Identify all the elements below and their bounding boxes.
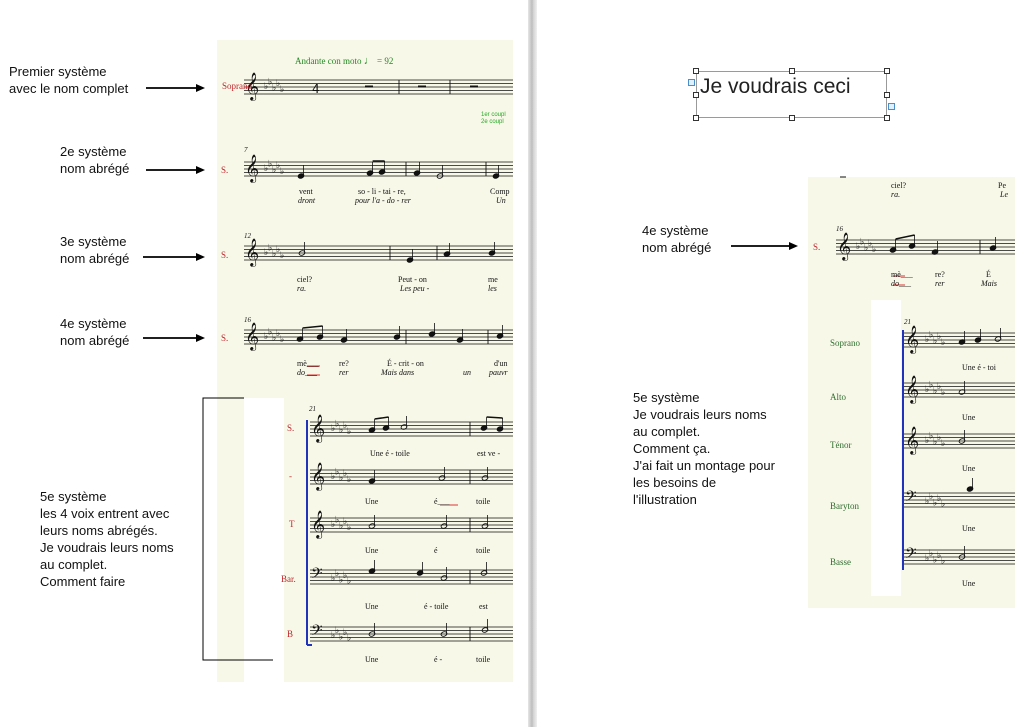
lyrics-line: é___ (434, 497, 450, 506)
flat-sign: ♭ (929, 492, 934, 502)
flat-sign: ♭ (929, 431, 934, 442)
lyrics-line: ra. (297, 284, 307, 293)
bass-clef-icon: 𝄢 (905, 545, 917, 566)
lyrics-line: Comp (490, 187, 510, 196)
voice-name-tenor: Ténor (830, 440, 852, 450)
staff-name-right-system4: S. (813, 242, 821, 252)
treble-clef-icon: 𝄞 (245, 154, 260, 182)
lyrics-line: pauvr (489, 368, 508, 377)
bass-clef-icon: 𝄢 (311, 565, 323, 586)
flat-sign: ♭ (872, 245, 877, 255)
lyrics-line: vent (299, 187, 313, 196)
flat-sign: ♭ (347, 523, 352, 533)
lyrics-line: Une (962, 464, 976, 473)
flat-sign: ♭ (272, 249, 277, 260)
staff-name-soprano-full: Soprano (222, 81, 252, 91)
lyrics-line: Mais (981, 279, 997, 288)
flat-sign: ♭ (925, 554, 930, 564)
flat-sign: ♭ (280, 335, 285, 345)
flat-sign: ♭ (941, 556, 946, 567)
whole-rest (418, 86, 426, 88)
staff-name-system4: S. (221, 333, 229, 343)
flat-sign: ♭ (264, 82, 269, 92)
flat-sign: ♭ (937, 433, 942, 443)
flat-sign: ♭ (937, 382, 942, 392)
time-signature: 4 (312, 82, 320, 96)
flat-sign: ♭ (339, 632, 344, 643)
lyrics-line: rer (339, 368, 349, 377)
lyrics-line: Une (365, 546, 379, 555)
lyrics-line: é - (434, 655, 443, 664)
arrow-second-system-head (196, 166, 205, 174)
couplet-label-2: 2e coupl (481, 119, 504, 125)
flat-sign: ♭ (276, 245, 281, 255)
bass-clef-icon: 𝄢 (905, 488, 917, 509)
lyrics-line: ciel? (297, 275, 313, 284)
flat-sign: ♭ (929, 549, 934, 559)
flat-sign: ♭ (268, 243, 273, 254)
staff-name-s5-bass: B (287, 629, 294, 639)
resize-handle-bottom-right[interactable] (884, 115, 890, 121)
flat-sign: ♭ (347, 427, 352, 437)
annotation-third-system: 3e système nom abrégé (60, 234, 130, 266)
flat-sign: ♭ (929, 330, 934, 341)
text-frame-content[interactable]: Je voudrais ceci (700, 75, 851, 98)
flat-sign: ♭ (276, 161, 281, 171)
lyrics-line: Une (962, 579, 976, 588)
flat-sign: ♭ (280, 167, 285, 177)
out-port-icon[interactable] (888, 103, 895, 110)
flat-sign: ♭ (347, 633, 352, 644)
lyrics-line: Une (962, 413, 976, 422)
flat-sign: ♭ (335, 515, 340, 526)
flat-sign: ♭ (264, 332, 269, 342)
flat-sign: ♭ (272, 83, 277, 94)
lyrics-line: Une é - toile (370, 449, 410, 458)
flat-sign: ♭ (933, 336, 938, 347)
lyrics-line: ciel? (891, 181, 907, 190)
arrow-first-system-head (196, 84, 205, 92)
treble-clef-icon: 𝄞 (837, 232, 852, 260)
lyrics-line: mè___ (297, 359, 319, 368)
voice-name-bass: Basse (830, 557, 851, 567)
lyrics-line: est ve - (477, 449, 501, 458)
lyrics-line: les (488, 284, 497, 293)
flat-sign: ♭ (339, 473, 344, 484)
whole-rest (470, 86, 478, 88)
lyrics-line: est (479, 602, 488, 611)
staff-name-s5-soprano: S. (287, 423, 295, 433)
treble-clef-icon: 𝄞 (311, 414, 326, 442)
annotation-fourth-system: 4e système nom abrégé (60, 316, 130, 348)
voice-name-baritone: Baryton (830, 501, 859, 511)
measure-number-12: 12 (244, 232, 251, 240)
resize-handle-middle-right[interactable] (884, 92, 890, 98)
annotation-right-fourth-system: 4e système nom abrégé (642, 223, 712, 255)
flat-sign: ♭ (280, 85, 285, 95)
flat-sign: ♭ (331, 424, 336, 434)
bass-clef-icon: 𝄢 (311, 622, 323, 643)
flat-sign: ♭ (343, 571, 348, 581)
flat-sign: ♭ (929, 380, 934, 391)
lyrics-line: É (986, 270, 991, 279)
flat-sign: ♭ (268, 159, 273, 170)
flat-sign: ♭ (937, 551, 942, 561)
treble-clef-icon: 𝄞 (905, 426, 920, 454)
bracket-fifth-system (203, 398, 273, 660)
lyrics-line: mè___ (891, 270, 913, 279)
flat-sign: ♭ (343, 517, 348, 527)
lyrics-line: toile (476, 497, 491, 506)
flat-sign: ♭ (933, 386, 938, 397)
annotation-fifth-system: 5e système les 4 voix entrent avec leurs noms abrégés. Je voudrais leurs noms au complet. Comment faire (40, 489, 174, 589)
lyrics-line: do___ (297, 368, 317, 377)
flat-sign: ♭ (343, 421, 348, 431)
resize-handle-bottom-left[interactable] (693, 115, 699, 121)
resize-handle-top-left[interactable] (693, 68, 699, 74)
measure-number-right-16: 16 (836, 225, 843, 233)
resize-handle-bottom-middle[interactable] (789, 115, 795, 121)
lyrics-line: pour l'a - do - rer (355, 196, 411, 205)
lyrics-line: toile (476, 655, 491, 664)
staff-name-system3: S. (221, 250, 229, 260)
lyrics-line: ra. (891, 190, 901, 199)
flat-sign: ♭ (925, 385, 930, 395)
treble-clef-icon: 𝄞 (245, 322, 260, 350)
lyrics-line: re? (935, 270, 945, 279)
lyrics-line: me (488, 275, 498, 284)
lyrics-line: Pe (998, 181, 1006, 190)
flat-sign: ♭ (343, 469, 348, 479)
flat-sign: ♭ (335, 626, 340, 636)
lyrics-line: Mais dans (381, 368, 415, 377)
flat-sign: ♭ (343, 628, 348, 638)
annotation-first-system: Premier système avec le nom complet (9, 64, 129, 96)
flat-sign: ♭ (264, 164, 269, 174)
flat-sign: ♭ (335, 419, 340, 430)
flat-sign: ♭ (268, 327, 273, 338)
flat-sign: ♭ (925, 497, 930, 507)
flat-sign: ♭ (331, 520, 336, 530)
lyrics-line: Une (365, 602, 379, 611)
lyrics-line: rer (935, 279, 945, 288)
flat-sign: ♭ (331, 631, 336, 641)
resize-handle-top-right[interactable] (884, 68, 890, 74)
staff-name-s5-tenor: T (289, 519, 295, 529)
lyrics-line: Les peu - (400, 284, 430, 293)
treble-clef-icon: 𝄞 (311, 510, 326, 538)
voice-name-alto: Alto (830, 392, 847, 402)
lyrics-line: toile (476, 546, 491, 555)
whole-rest (365, 86, 373, 88)
flat-sign: ♭ (941, 499, 946, 510)
flat-sign: ♭ (864, 243, 869, 254)
measure-number-21: 21 (309, 405, 316, 413)
beam (303, 326, 323, 328)
flat-sign: ♭ (339, 521, 344, 532)
flat-sign: ♭ (868, 239, 873, 249)
flat-sign: ♭ (941, 338, 946, 348)
flat-sign: ♭ (335, 569, 340, 579)
flat-sign: ♭ (272, 333, 277, 344)
staff-name-system2: S. (221, 165, 229, 175)
flat-sign: ♭ (331, 472, 336, 482)
lyrics-line: é - toile (424, 602, 449, 611)
tempo-marking: Andante con moto ♩ = 92 (295, 55, 394, 67)
flat-sign: ♭ (937, 494, 942, 504)
flat-sign: ♭ (276, 79, 281, 89)
treble-clef-icon: 𝄞 (245, 72, 260, 100)
flat-sign: ♭ (860, 237, 865, 248)
flat-sign: ♭ (941, 388, 946, 398)
lyrics-line: do___ (891, 279, 911, 288)
flat-sign: ♭ (925, 335, 930, 345)
lyrics-line: Le (1000, 190, 1008, 199)
flat-sign: ♭ (276, 329, 281, 339)
text-frame[interactable] (696, 71, 887, 118)
measure-number-7: 7 (244, 146, 248, 154)
arrow-fourth-system-head (196, 334, 205, 342)
lyrics-line: Une é - toi (962, 363, 996, 372)
in-port-icon[interactable] (688, 79, 695, 86)
measure-number-16: 16 (244, 316, 251, 324)
treble-clef-icon: 𝄞 (905, 375, 920, 403)
lyrics-line: so - li - tai - re, (358, 187, 406, 196)
beam (375, 417, 389, 419)
resize-handle-top-middle[interactable] (789, 68, 795, 74)
lyrics-line: É - crit - on (387, 359, 424, 368)
flat-sign: ♭ (933, 498, 938, 509)
flat-sign: ♭ (335, 467, 340, 478)
lyrics-line: Une (962, 524, 976, 533)
flat-sign: ♭ (347, 576, 352, 587)
flat-sign: ♭ (937, 332, 942, 342)
lyrics-line: Peut - on (398, 275, 427, 284)
lyrics-line: dront (298, 196, 316, 205)
resize-handle-middle-left[interactable] (693, 92, 699, 98)
flat-sign: ♭ (856, 242, 861, 252)
lyrics-line: Un (496, 196, 506, 205)
flat-sign: ♭ (925, 436, 930, 446)
couplet-label-1: 1er coupl (481, 112, 506, 118)
treble-clef-icon: 𝄞 (311, 462, 326, 490)
voice-name-soprano: Soprano (830, 338, 860, 348)
flat-sign: ♭ (339, 425, 344, 436)
lyrics-line: d'un (494, 359, 508, 368)
flat-sign: ♭ (347, 475, 352, 485)
annotation-second-system: 2e système nom abrégé (60, 144, 130, 176)
treble-clef-icon: 𝄞 (905, 325, 920, 353)
treble-clef-icon: 𝄞 (245, 238, 260, 266)
lyrics-line: re? (339, 359, 349, 368)
annotation-right-fifth-system: 5e système Je voudrais leurs noms au complet. Comment ça. J'ai fait un montage pour les besoins de l'illustration (633, 390, 775, 507)
lyrics-line: un (463, 368, 471, 377)
lyrics-line: Une (365, 655, 379, 664)
lyrics-line: é (434, 546, 438, 555)
staff-name-s5-baritone: Bar. (281, 574, 296, 584)
arrow-right-fourth-system-head (789, 242, 798, 250)
flat-sign: ♭ (933, 437, 938, 448)
beam (896, 235, 915, 239)
flat-sign: ♭ (941, 439, 946, 449)
arrow-third-system-head (196, 253, 205, 261)
flat-sign: ♭ (272, 165, 277, 176)
staff-name-s5-alto: - (289, 471, 292, 481)
flat-sign: ♭ (933, 555, 938, 566)
lyrics-line: Une (365, 497, 379, 506)
beam (487, 417, 503, 418)
flat-sign: ♭ (280, 251, 285, 261)
flat-sign: ♭ (339, 575, 344, 586)
measure-number-right-21: 21 (904, 318, 911, 326)
flat-sign: ♭ (264, 248, 269, 258)
flat-sign: ♭ (331, 574, 336, 584)
flat-sign: ♭ (268, 77, 273, 88)
